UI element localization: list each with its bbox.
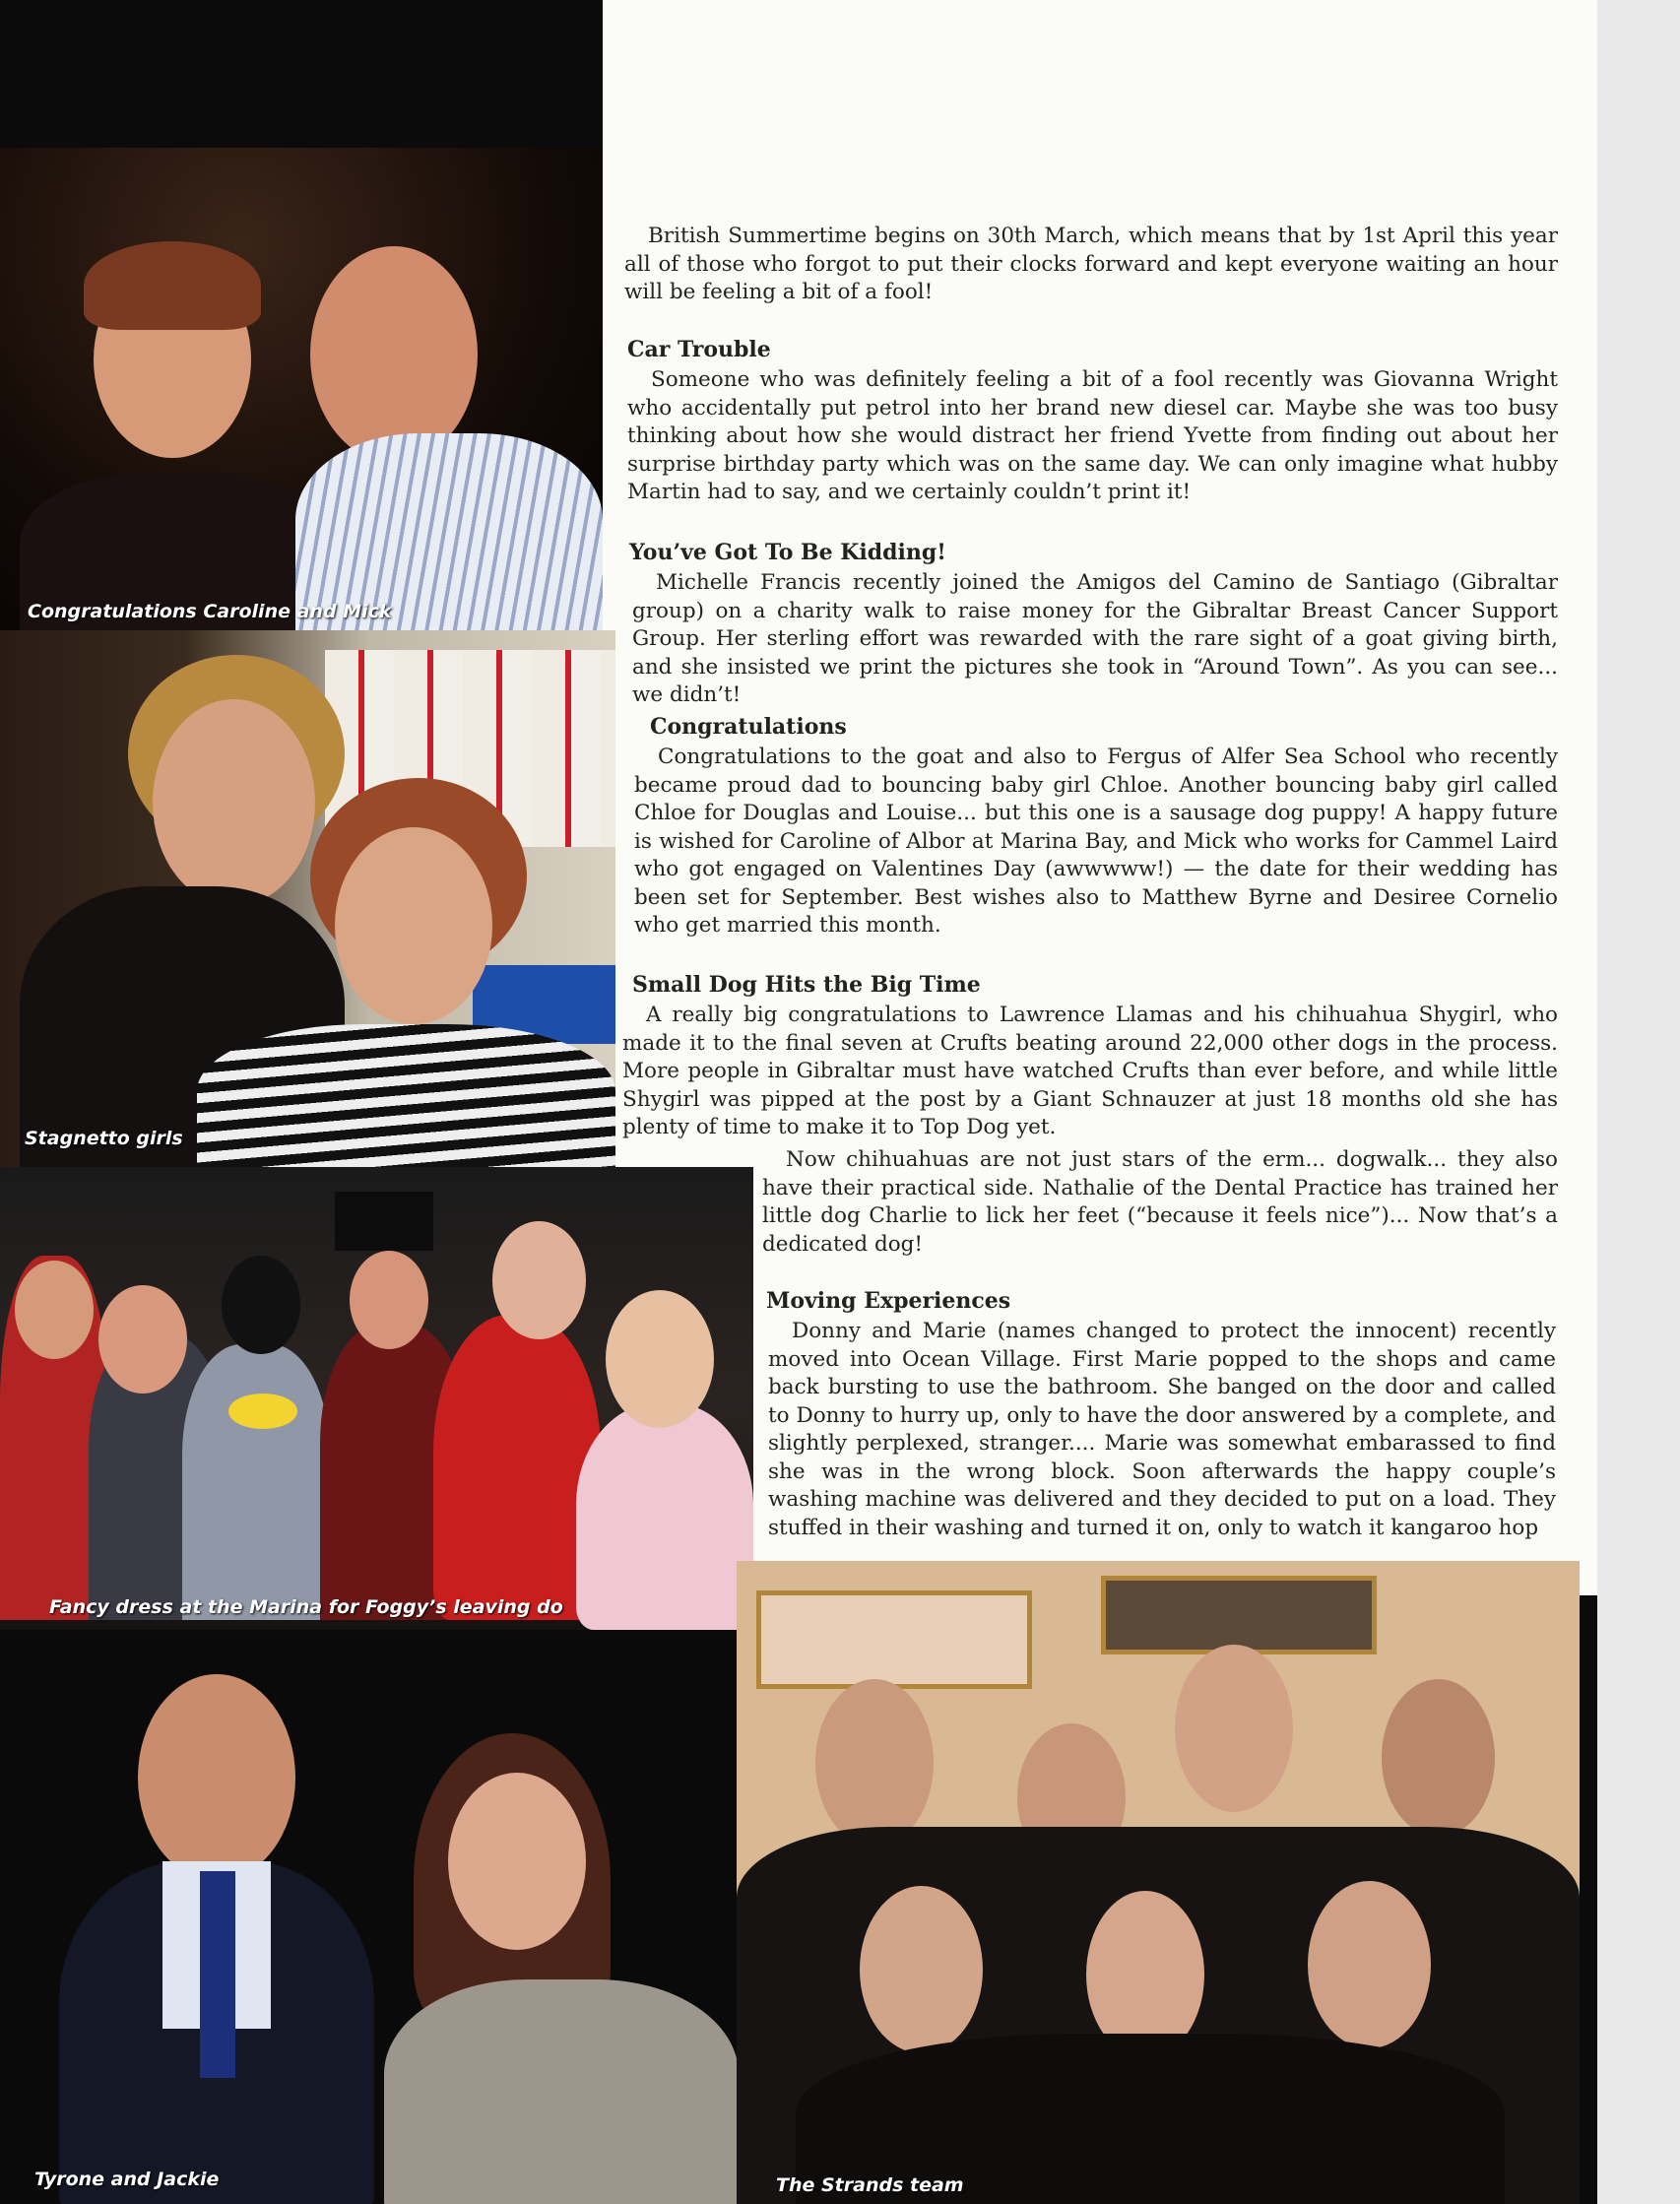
photo-fancy-dress — [0, 1167, 753, 1630]
jackie-face — [448, 1773, 586, 1950]
heading-kidding: You’ve Got To Be Kidding! — [629, 540, 946, 565]
caption-photo3: Fancy dress at the Marina for Foggy’s leaving do — [49, 1596, 563, 1618]
paragraph-kidding: Michelle Francis recently joined the Amigos del Camino de Santiago (Gibraltar group) on a charity walk to raise money for the Gibraltar Breast Cancer Support Group. Her sterling effort was rewarded with the rare sight of a goat giving birth, and she insisted we print the pictures she took in “Around Town”. As you can see... we didn’t! — [632, 570, 1558, 707]
caption-photo4: Tyrone and Jackie — [34, 2169, 220, 2190]
wall-painting-left — [756, 1590, 1032, 1689]
batman-logo — [228, 1394, 297, 1429]
pirate-face — [15, 1261, 94, 1359]
jackie-jacket — [384, 1979, 737, 2204]
paragraph-small-dog-1: A really big congratulations to Lawrence Llamas and his chihuahua Shygirl, who made it to the final seven at Crufts beating around 22,000 other dogs in the process. More people in Gibraltar must have watched Crufts than ever before, and while little Shygirl was pipped at the post by a Giant Schnauzer at just 18 months old she has plenty of time to make it to Top Dog yet. — [622, 1003, 1558, 1139]
member-5-face — [860, 1886, 983, 2053]
photo-strands-team — [737, 1561, 1580, 2204]
heading-congratulations: Congratulations — [650, 714, 847, 740]
member-3-face — [1175, 1645, 1293, 1812]
caption-photo1: Congratulations Caroline and Mick — [28, 601, 392, 622]
photo-tyrone-and-jackie — [0, 1635, 737, 2204]
left-woman-face — [153, 699, 315, 906]
right-woman-striped-top — [197, 1024, 615, 1177]
batman-costume — [182, 1344, 330, 1620]
wall-painting-right — [1101, 1576, 1377, 1654]
heading-moving: Moving Experiences — [766, 1288, 1011, 1314]
red-hair-woman-face — [98, 1285, 187, 1394]
member-7-face — [1308, 1881, 1431, 2048]
cruella-face — [492, 1221, 586, 1339]
heading-car-trouble: Car Trouble — [627, 337, 771, 362]
photo-stagnetto-girls — [0, 630, 615, 1177]
ringmaster-face — [350, 1251, 428, 1349]
woman-hair — [84, 241, 261, 330]
top-hat — [335, 1192, 433, 1251]
right-woman-face — [335, 827, 492, 1024]
caption-photo2: Stagnetto girls — [25, 1128, 183, 1149]
member-4-face — [1382, 1679, 1495, 1837]
photo-caroline-and-mick — [0, 148, 603, 630]
paragraph-moving: Donny and Marie (names changed to protect the innocent) recently moved into Ocean Village. First Marie popped to the shops and came back bursting to use the bathroom. She banged on the door and called to Donny to hurry up, only to have the door answered by a complete, and slightly perplexed, stranger.... Marie was somewhat embarassed to find she was in the wrong block. Soon afterwards the happy couple’s washing machine was delivered and they decided to put on a load. They stuffed in their washing and turned it on, only to watch it kangaroo hop — [768, 1319, 1556, 1540]
blonde-girl-face — [606, 1290, 714, 1428]
member-1-face — [815, 1679, 934, 1847]
pink-dress — [576, 1403, 753, 1630]
tyrone-tie — [200, 1871, 235, 2078]
intro-paragraph: British Summertime begins on 30th March, which means that by 1st April this year all of those who forgot to put their clocks forward and kept everyone waiting an hour will be feeling a bit of a fool! — [624, 224, 1558, 304]
paragraph-car-trouble: Someone who was definitely feeling a bit of a fool recently was Giovanna Wright who accidentally put petrol into her brand new diesel car. Maybe she was too busy thinking about how she would distract her friend Yvette from finding out about her surprise birthday party which was on the same day. We can only imagine what hubby Martin had to say, and we certainly couldn’t print it! — [627, 367, 1558, 504]
paragraph-congratulations: Congratulations to the goat and also to Fergus of Alfer Sea School who recently became proud dad to bouncing baby girl Chloe. Another bouncing baby girl called Chloe for Douglas and Louise... but this one is a sausage dog puppy! A happy future is wished for Caroline of Albor at Marina Bay, and Mick who works for Cammel Laird who got engaged on Valentines Day (awwwww!) — the date for their wedding has been set for September. Best wishes also to Matthew Byrne and Desiree Cornelio who get married this month. — [634, 745, 1558, 938]
batman-mask — [222, 1256, 300, 1354]
adjacent-page-edge — [1597, 0, 1680, 2204]
tyrone-face — [138, 1674, 295, 1881]
heading-small-dog: Small Dog Hits the Big Time — [632, 972, 981, 998]
man-face — [310, 246, 478, 463]
paragraph-small-dog-2: Now chihuahuas are not just stars of the erm... dogwalk... they also have their practical side. Nathalie of the Dental Practice has trained her little dog Charlie to lick her feet (“because it feels nice”)... Now that’s a dedicated dog! — [762, 1147, 1558, 1257]
caption-photo5: The Strands team — [776, 2174, 964, 2196]
